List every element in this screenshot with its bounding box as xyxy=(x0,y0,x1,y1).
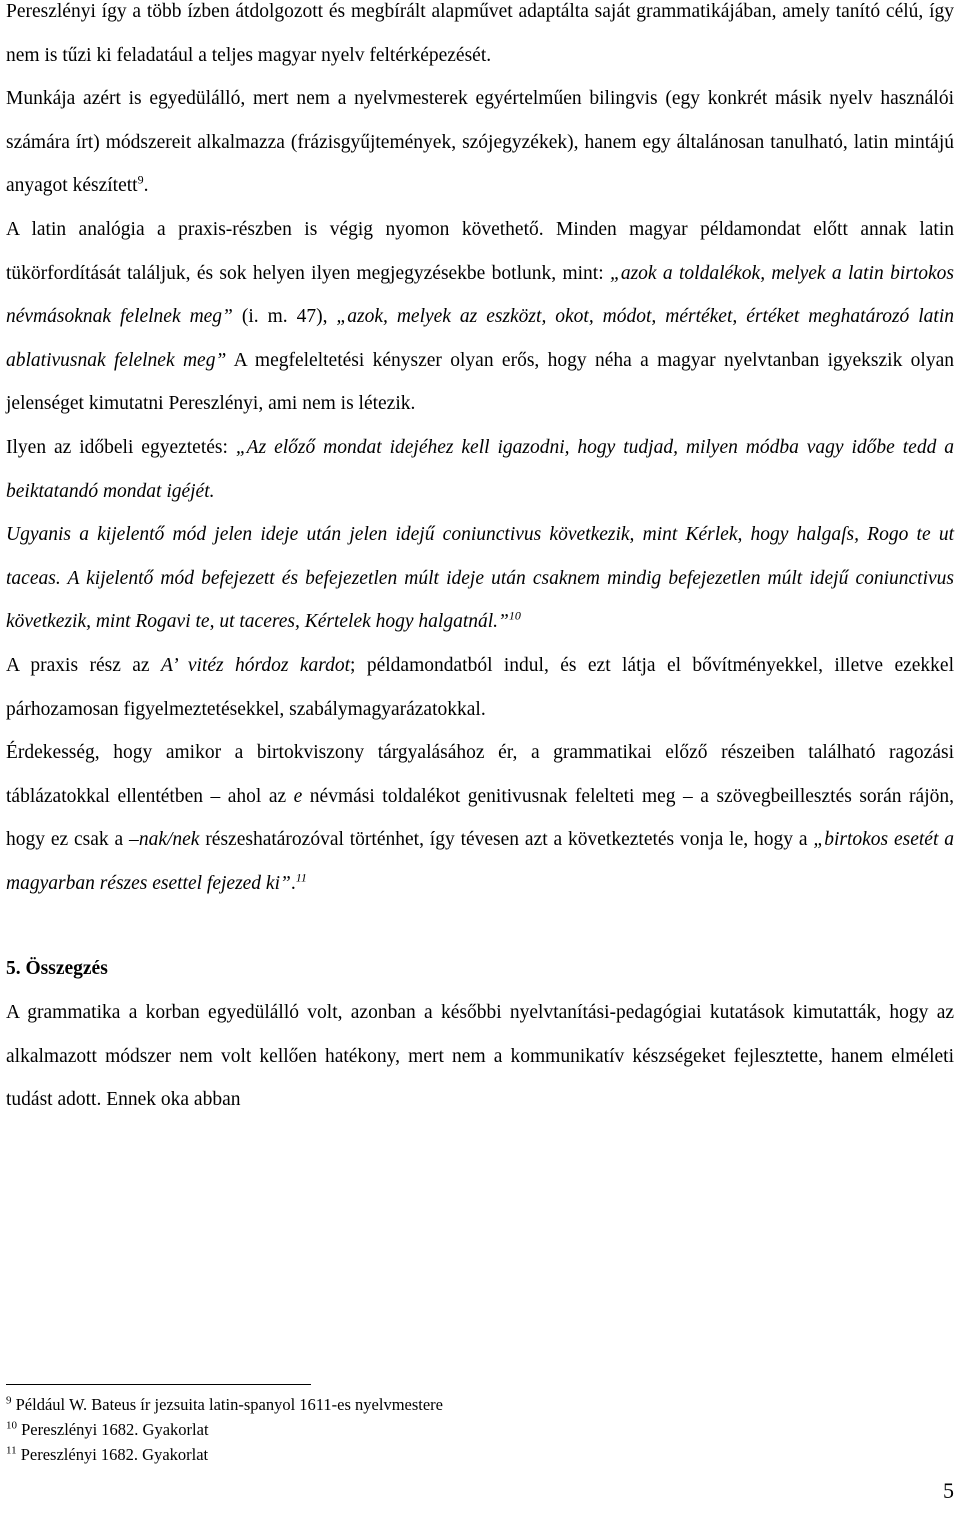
quote-1: „azok a toldalékok, melyek a latin birtokos névmásoknak felelnek meg” xyxy=(6,262,954,328)
quote-4: Ugyanis a kijelentő mód jelen ideje után jelen idejű coniunctivus következik, mint Kérlek, hogy halgaſs, Rogo te ut taceas. A kijelentő mód befejezett és befejezetlen múlt ideje után csaknem mindig befejezetlen múlt idejű coniunctivus következik, mint Rogavi te, ut taceres, Kértelek hogy halgatnál.” xyxy=(6,524,954,633)
footnote-ref-11[interactable]: 11 xyxy=(295,870,307,885)
footnote-11: $^{11}$ Pereszlényi 1682. Gyakorlat xyxy=(6,1444,209,1464)
quote-2: „azok, melyek az eszközt, okot, módot, mértéket, értéket meghatározó latin ablativusnak felelnek meg” xyxy=(6,306,955,371)
footnote-divider xyxy=(6,1384,311,1385)
footnote-10: $^{10}$ Pereszlényi 1682. Gyakorlat xyxy=(6,1419,209,1439)
book-title: A’ vitéz hórdoz kardot xyxy=(160,654,351,676)
paragraph-3: A latin analógia a praxis-részben is végig nyomon követhető. Minden magyar példamondat előtt annak latin tükörfordítását találjuk, és sok helyen ilyen megjegyzésekbe botlunk, mint: „azok a toldalékok, melyek a latin birtokos névmásoknak felelnek meg” (i. m. 47), „azok, melyek az eszközt, okot, módot, mértéket, értéket meghatározó latin ablativusnak felelnek meg” A megfeleltetési kényszer olyan erős, hogy néha a magyar nyelvtanban igyekszik olyan jelenséget kimutatni Pereszlényi, ami nem is létezik. xyxy=(6,218,955,415)
paragraph-5 xyxy=(6,513,954,644)
paragraph-7: Érdekesség, hogy amikor a birtokviszony tárgyalásához ér, a grammatikai előző részeiben található ragozási táblázatokkal ellentétben – ahol az e névmási toldalékot genitivusnak felelteti meg – a szövegbeillesztés során rájön, hogy ez csak a –nak/nek részeshatározóval történhet, így tévesen azt a következtetés vonja le, hogy a „birtokos esetét a magyarban részes esettel fejezed ki”.$^{11}$ xyxy=(6,742,954,894)
paragraph-1: Pereszlényi így a több ízben átdolgozott és megbírált alapművet adaptálta saját grammatikájában, amely tanító célú, így nem is tűzi ki feladatául a teljes magyar nyelv feltérképezését. xyxy=(6,1,954,66)
paragraph-6: A praxis rész az A’ vitéz hórdoz kardot; példamondatból indul, és ezt látja el bővítményekkel, illetve ezekkel párhozamosan figyelmeztetésekkel, szabálymagyarázatokkal. xyxy=(6,654,954,720)
quote-5: „birtokos esetét a magyarban részes esettel fejezed ki” xyxy=(6,829,954,894)
section-heading: 5. Összegzés xyxy=(6,958,108,980)
quote-3: „Az előző mondat idejéhez kell igazodni, hogy tudjad, milyen módba vagy időbe tedd a beiktatandó mondat igéjét. xyxy=(6,436,954,502)
paragraph-2: Munkája azért is egyedülálló, mert nem a nyelvmesterek egyértelműen bilingvis (egy konkrét másik nyelv használói számára írt) módszereit alkalmazza (frázisgyűjtemények, szójegyzékek), hanem egy általánosan tanulható, latin mintájú anyagot készített$^9$. xyxy=(6,88,954,197)
footnote-9: $^9$ Például W. Bateus ír jezsuita latin-spanyol 1611-es nyelvmestere xyxy=(6,1394,443,1414)
footnote-ref-10[interactable]: 10 xyxy=(508,608,521,623)
page-number: 5 xyxy=(943,1478,954,1503)
page-body xyxy=(6,0,954,1122)
footnote-ref-9[interactable]: 9 xyxy=(137,172,144,187)
section-body: A grammatika a korban egyedülálló volt, azonban a későbbi nyelvtanítási-pedagógiai kutatások kimutatták, hogy az alkalmazott módszer nem volt kellően hatékony, mert nem a kommunikatív készségeket fejlesztette, hanem elméleti tudást adott. Ennek oka abban xyxy=(6,1002,954,1111)
paragraph-4: Ilyen az időbeli egyeztetés: „Az előző mondat idejéhez kell igazodni, hogy tudjad, milyen módba vagy időbe tedd a beiktatandó mondat igéjét. xyxy=(6,436,954,502)
